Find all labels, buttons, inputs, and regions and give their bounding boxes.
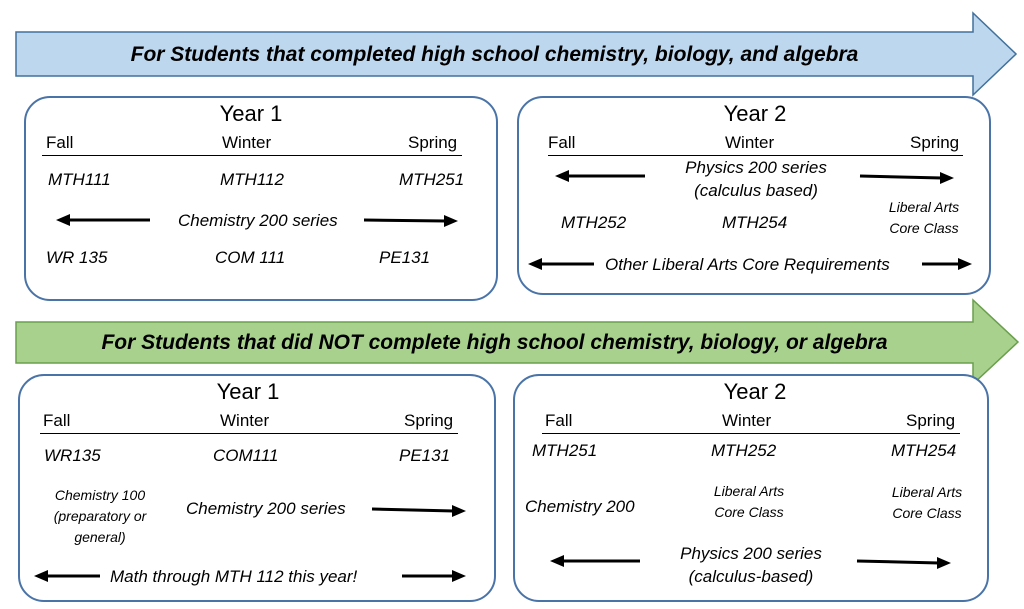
track2-year2-title: Year 2 [723, 379, 787, 404]
track2-year1-chem-right-arrow [370, 502, 466, 518]
track2-year1-math-right-arrow [400, 568, 466, 584]
track1-year2-title: Year 2 [723, 101, 787, 126]
track1-year2-mth252: MTH252 [561, 213, 627, 232]
track1-year1-fall: Fall [46, 133, 74, 152]
track1-year1-mth251: MTH251 [399, 170, 465, 189]
track2-year1-math: Math through MTH 112 this year! [110, 567, 358, 586]
track1-year1-wr135: WR 135 [46, 248, 108, 267]
track1-year2-physics: Physics 200 series (calculus based) [685, 158, 827, 200]
track1-year1-term-rule [42, 155, 462, 156]
track1-year2-liberal-arts: Liberal Arts Core Class [888, 199, 960, 236]
track2-year1-wr135: WR135 [44, 446, 101, 465]
track1-year1-left-arrow [56, 212, 152, 228]
track1-year1-winter: Winter [222, 133, 272, 152]
track2-year1-math-left-arrow [34, 568, 102, 584]
track1-year1-chem: Chemistry 200 series [178, 211, 338, 230]
track1-year2-spring: Spring [910, 133, 960, 152]
track1-year1-pe131: PE131 [379, 248, 431, 267]
track2-year2-mth254: MTH254 [891, 441, 957, 460]
track2-year1-term-rule [40, 433, 458, 434]
track2-year2-mth251: MTH251 [532, 441, 598, 460]
track1-year2-other-right-arrow [920, 256, 972, 272]
track2-year2-liberal-arts-spring: Liberal Arts Core Class [891, 484, 963, 521]
track2-year2-chem200: Chemistry 200 [525, 497, 635, 516]
track2-year1-chem100: Chemistry 100 (preparatory or general) [53, 487, 147, 545]
track2-year2-winter: Winter [722, 411, 772, 430]
track2-year1-pe131: PE131 [399, 446, 451, 465]
track2-year1-title: Year 1 [216, 379, 280, 404]
track2-year2-physics-left-arrow [550, 553, 642, 569]
track1-year2-right-arrow [858, 169, 954, 185]
track2-year1-com111: COM111 [213, 446, 279, 465]
track2-year1-chem200: Chemistry 200 series [186, 499, 346, 518]
track1-year2-other-left-arrow [528, 256, 596, 272]
track2-year2-term-rule [542, 433, 960, 434]
track1-year1-mth111: MTH111 [48, 170, 111, 189]
track1-year1-com111: COM 111 [215, 248, 286, 267]
track2-year2-mth252: MTH252 [711, 441, 777, 460]
track2-year1-winter: Winter [220, 411, 270, 430]
track2-year2-fall: Fall [545, 411, 573, 430]
top-banner-title: For Students that completed high school chemistry, biology, and algebra [130, 43, 859, 66]
track1-year1-spring: Spring [408, 133, 458, 152]
track2-year2-spring: Spring [906, 411, 956, 430]
track1-year2-mth254: MTH254 [722, 213, 788, 232]
track1-year2-winter: Winter [725, 133, 775, 152]
track2-year2-liberal-arts-winter: Liberal Arts Core Class [713, 483, 785, 520]
track1-year2-left-arrow [555, 168, 647, 184]
track1-year1-right-arrow [362, 212, 458, 228]
track1-year1-mth112: MTH112 [220, 170, 284, 189]
track2-year1-spring: Spring [404, 411, 454, 430]
track2-year1-fall: Fall [43, 411, 71, 430]
track2-year2-physics: Physics 200 series (calculus-based) [680, 544, 822, 586]
bottom-banner-title: For Students that did NOT complete high school chemistry, biology, or algebra [101, 331, 888, 354]
track1-year2-fall: Fall [548, 133, 576, 152]
track1-year1-title: Year 1 [219, 101, 283, 126]
track1-year2-other-requirements: Other Liberal Arts Core Requirements [605, 255, 890, 274]
track2-year2-physics-right-arrow [855, 554, 951, 570]
